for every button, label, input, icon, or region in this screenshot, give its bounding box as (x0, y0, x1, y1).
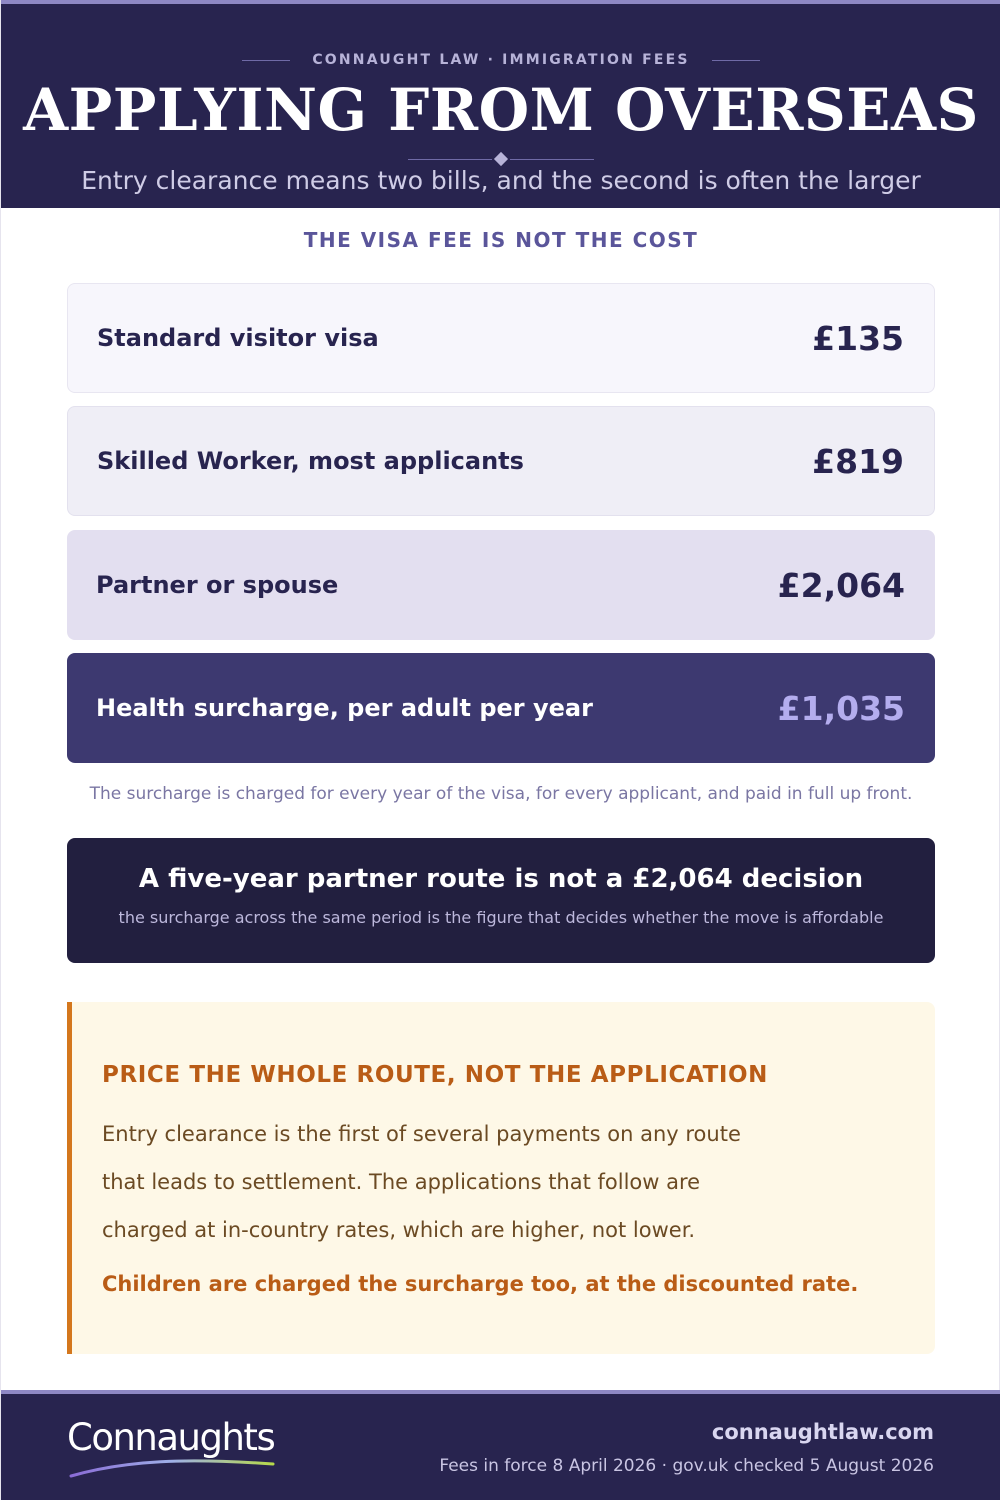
callout-title: A five-year partner route is not a £2,064 decision (138, 864, 864, 894)
advice-body (102, 1110, 802, 1254)
callout-box (67, 838, 935, 963)
fee-label: Partner or spouse (96, 571, 339, 599)
swoosh-icon (67, 1454, 277, 1480)
fee-card-skilled-worker (67, 406, 935, 516)
fee-value: £2,064 (777, 565, 905, 605)
eyebrow-row (1, 48, 1000, 72)
fee-label: Skilled Worker, most applicants (97, 447, 524, 475)
section-title: THE VISA FEE IS NOT THE COST (303, 228, 699, 252)
advice-body-line: that leads to settlement. The applications that follow are (102, 1170, 701, 1194)
fee-label: Health surcharge, per adult per year (96, 694, 593, 722)
eyebrow-rule-left (242, 60, 290, 61)
fee-card-health-surcharge (67, 653, 935, 763)
advice-body-line: charged at in-country rates, which are higher, not lower. (102, 1218, 696, 1242)
fee-value: £819 (812, 441, 904, 481)
fee-value: £1,035 (777, 688, 905, 728)
callout-subtitle: the surcharge across the same period is the figure that decides whether the move is affordable (118, 908, 884, 927)
fee-value: £135 (812, 318, 904, 358)
eyebrow-rule-right (712, 60, 760, 61)
diamond-icon (494, 152, 508, 166)
advice-title: PRICE THE WHOLE ROUTE, NOT THE APPLICATION (102, 1062, 769, 1088)
footer-bar (1, 1390, 1000, 1500)
fee-label: Standard visitor visa (97, 324, 379, 352)
title-divider (1, 151, 1000, 167)
advice-box (67, 1002, 935, 1354)
eyebrow-text: CONNAUGHT LAW · IMMIGRATION FEES (312, 52, 690, 68)
logo-wordmark: Connaughts (67, 1416, 275, 1459)
header-banner (1, 0, 1000, 208)
brand-logo (67, 1416, 287, 1476)
advice-emphasis: Children are charged the surcharge too, at the discounted rate. (102, 1272, 859, 1296)
divider-rule-left (408, 159, 492, 160)
surcharge-note: The surcharge is charged for every year of the visa, for every applicant, and paid in full up front. (89, 784, 913, 804)
advice-body-line: Entry clearance is the first of several payments on any route (102, 1122, 741, 1146)
website-link[interactable]: connaughtlaw.com (711, 1420, 934, 1444)
fees-date-note: Fees in force 8 April 2026 · gov.uk checked 5 August 2026 (439, 1456, 934, 1476)
fee-card-partner (67, 530, 935, 640)
fee-card-visitor (67, 283, 935, 393)
page-subtitle: Entry clearance means two bills, and the second is often the larger (81, 166, 921, 195)
divider-rule-right (510, 159, 594, 160)
page-title: APPLYING FROM OVERSEAS (23, 76, 979, 144)
